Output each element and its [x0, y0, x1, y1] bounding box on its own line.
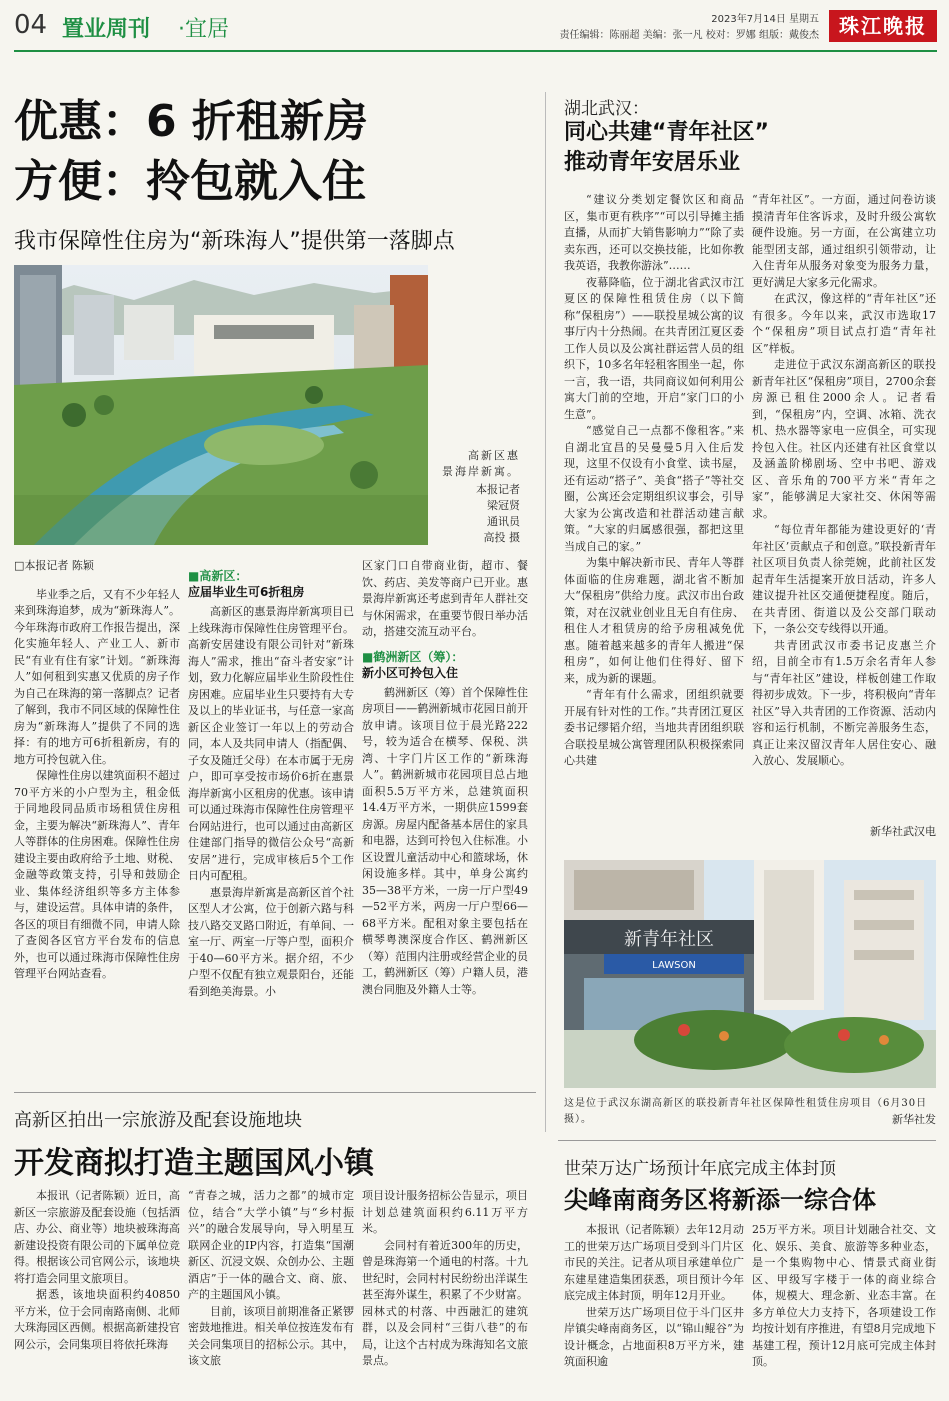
lead-byline: □本报记者 陈颖 — [14, 559, 94, 572]
bottom-right-kicker: 世荣万达广场预计年底完成主体封顶 — [564, 1159, 836, 1179]
masthead-logo: 珠江晚报 — [829, 10, 937, 42]
lead-col-3 — [362, 558, 528, 1078]
housing-estate-photo — [14, 265, 428, 545]
paragraph: 区家门口自带商业街，超市、餐饮、药店、美发等商户已开业。惠景海岸新寓还考虑到青年人群社交与休闲需求，在重要节假日举办活动，搭建交流互动平台。 — [362, 559, 528, 638]
paragraph: 项目设计服务招标公告显示，项目计划总建筑面积约6.11万平方米。 — [362, 1189, 528, 1235]
section-divider — [558, 1140, 936, 1141]
youth-community-photo — [564, 860, 936, 1088]
subhead-gaoxin: ■高新区： — [188, 569, 248, 583]
right-photo-caption: 这是位于武汉东湖高新区的联投新青年社区保障性租赁住房项目（6月30日摄）。 — [564, 1098, 928, 1125]
credit-line: 通讯员 — [487, 515, 520, 528]
caption-line: 高新区惠 — [468, 449, 520, 462]
paragraph: 目前，该项目前期准备正紧锣密鼓地推进。相关单位按连发布有关会同集项目的招标公示。其中，该文旅 — [188, 1304, 354, 1367]
lead-col-2 — [188, 568, 354, 1078]
section-name: 置业周刊 — [62, 17, 151, 42]
bottom-left-kicker: 高新区拍出一宗旅游及配套设施地块 — [14, 1110, 302, 1131]
subhead-hezhou: ■鹤洲新区（筹）： — [362, 649, 464, 664]
bottom-left-title: 开发商拟打造主题国风小镇 — [14, 1146, 374, 1181]
staff-line: 责任编辑：陈丽超 美编：张一凡 校对：罗娜 组版：戴俊杰 — [559, 30, 819, 41]
paragraph: 据悉，该地块面积约40850平方米，位于会同南路南侧、北师大珠海园区西侧。根据高新建投官网公示，会同集项目将依托珠海 — [14, 1288, 180, 1351]
page-header — [0, 0, 949, 50]
paragraph: 惠景海岸新寓是高新区首个社区型人才公寓，位于创新六路与科技八路交叉路口附近，有单间、一室一厅、两室一厅等户型，面积介于40—60平方米。据介绍，不少户型不仅配有独立观景阳台，还能看到绝美海景。小 — [188, 885, 354, 998]
paragraph: “建议分类划定餐饮区和商品区，集市更有秩序”“可以引导摊主插直播，从而扩大销售影响力”“除了卖卖东西，还可以交换技能，比如你教我英语，我教你游泳”…… — [564, 193, 744, 272]
paragraph: 为集中解决新市民、青年人等群体面临的住房难题，湖北省不断加大“保租房”供给力度。武汉市出台政策，对在汉就业创业且无自有住房、租住人才租赁房的给予房租减免优惠。随着越来越多的青年人搬进“保租房”，如何让他们住得好、留下来，成为新的课题。 — [564, 556, 744, 685]
paragraph: “青春之城，活力之都”的城市定位，结合“大学小镇”与“乡村振兴”的融合发展导向，导入明星互联网企业的IP内容，打造集“国潮新区、沉浸文娱、众创办公、主题酒店”于一体的融合文、商、旅、产的主题国风小镇。 — [188, 1189, 354, 1301]
page-number: 04 — [14, 10, 48, 40]
lead-photo-caption — [440, 448, 520, 480]
paragraph: “青年社区”。一方面，通过问卷访谈摸清青年住客诉求，及时升级公寓软硬件设施。另一方面，在公寓建立功能型团支部，通过组织引领带动，让入住青年从服务对象变为服务力量，更好满足大家多元化需求。 — [752, 193, 936, 289]
paragraph: “青年有什么需求，团组织就要开展有针对性的工作。”共青团江夏区委书记缪韬介绍，当地共青团组织联合联投星城公寓管理团队积极探索同心共建 — [564, 688, 744, 767]
caption-line: 景海岸新寓。 — [442, 465, 520, 478]
subhead-hezhou-title: 新小区可拎包入住 — [362, 665, 459, 680]
credit-line: 梁冠贤 — [487, 499, 520, 512]
lead-col-1 — [14, 558, 180, 1078]
lead-subtitle: 我市保障性住房为“新珠海人”提供第一落脚点 — [14, 229, 455, 254]
right-kicker: 湖北武汉： — [564, 99, 649, 119]
column-divider — [545, 92, 546, 1132]
bottom-right-title: 尖峰南商务区将新添一综合体 — [564, 1186, 876, 1214]
right-col-2 — [752, 192, 936, 822]
right-photo-credit: 新华社发 — [892, 1113, 936, 1126]
right-col-1 — [564, 192, 744, 852]
paragraph: 鹤洲新区（筹）首个保障性住房项目——鹤洲新城市花园日前开放申请。该项目位于晨光路222号，较为适合在横琴、保税、洪湾、十字门片区工作的“新珠海人”。鹤洲新城市花园项目总占地面积5.5万平方米，总建筑面积14.4万平方米，一期供应1599套房源。房屋内配备基本居住的家具和电器，达到可拎包入住标准。小区设置儿童活动中心和篮球场，休闲设施多样。其中，单身公寓约35—38平方米，一房一厅户型49—52平方米，两房一厅户型66—68平方米。配租对象主要包括在横琴粤澳深度合作区、鹤洲新区（筹）范围内注册或经营企业的员工，鹤洲新区（筹）户籍人员，港澳台同胞及外籍人士等。 — [362, 685, 528, 996]
paragraph: 会同村有着近300年的历史，曾是珠海第一个通电的村落。十九世纪时，会同村村民纷纷出洋谋生甚至海外谋生，积累了不少财富。园林式的村落、中西融汇的建筑群，以及会同村“三街八巷”的布局，让这个古村成为珠海知名文旅景点。 — [362, 1238, 528, 1367]
paragraph: 在武汉，像这样的“青年社区”还有很多。今年以来，武汉市选取17个“保租房”项目试点打造“青年社区”样板。 — [752, 292, 936, 355]
lead-title-line2: 方便：拎包就入住 — [14, 156, 366, 207]
credit-line: 本报记者 — [476, 483, 520, 496]
subhead-gaoxin-title: 应届毕业生可6折租房 — [188, 585, 305, 599]
paragraph: 共青团武汉市委书记皮惠兰介绍，目前全市有1.5万余名青年人参与“青年社区”建设，样板创建工作取得初步成效。下一步，将积极向“青年社区”导入共青团的工作资源、活动内容和运行机制，不断完善服务生态，真正让来汉留汉青年人居住安心、融入放心、发展顺心。 — [752, 638, 936, 767]
paragraph: 本报讯（记者陈颖）去年12月动工的世荣万达广场项目受到斗门片区市民的关注。记者从项目承建单位广东建星建造集团获悉，项目预计今年底完成主体封顶，明年12月开业。 — [564, 1223, 744, 1302]
lead-title-line1: 优惠：6 折租新房 — [14, 96, 368, 147]
paragraph: “每位青年都能为建设更好的‘青年社区’贡献点子和创意。”联投新青年社区项目负责人徐莞婉，此前社区发起青年生活提案开放日活动，许多人建议提升社区交通便捷程度。随后，在共青团、街道以及公交部门联动下，一条公交专线得以开通。 — [752, 523, 936, 635]
paragraph: 本报讯（记者陈颖）近日，高新区一宗旅游及配套设施（包括酒店、办公、商业等）地块被珠海高新建设投资有限公司的下属单位竞得。根据该公司官网公示，该地块将打造会同里文旅项目。 — [14, 1189, 180, 1285]
bottom-left-col-3 — [362, 1188, 528, 1394]
right-title-line2: 推动青年安居乐业 — [564, 150, 741, 175]
bottom-right-col-1 — [564, 1222, 744, 1394]
lead-photo-credit — [440, 482, 520, 546]
paragraph: “感觉自己一点都不像租客。”来自湖北宜昌的吴曼曼5月入住后发现，这里不仅设有小食堂、读书屋，还有运动“搭子”、美食“搭子”等社交圈，公寓还会定期组织议事会，引导大家为公寓改造和社群活动建言献策。“大家的归属感很强，都把这里当成自己的家。” — [564, 424, 744, 553]
header-rule — [14, 50, 937, 52]
right-sign-off: 新华社武汉电 — [870, 825, 936, 838]
bottom-left-col-2 — [188, 1188, 354, 1394]
bottom-right-col-2 — [752, 1222, 936, 1394]
paragraph: 夜幕降临，位于湖北省武汉市江夏区的保障性租赁住房（以下简称“保租房”）——联投星城公寓的议事厅内十分热闹。在共青团江夏区委工作人员以及公寓社群运营人员的组织下，10多名年轻租客围坐一起，你一言，我一语，共同商议如何利用公寓大门前的空地，开启“家门口的小生意”。 — [564, 275, 744, 421]
right-title-line1: 同心共建“青年社区” — [564, 120, 769, 145]
paragraph: 保障性住房以建筑面积不超过70平方米的小户型为主，租金低于同地段同品质市场租赁住房租金，主要为解决“新珠海人”、青年人等群体的住房困难。保障性住房建设主要由政府给予土地、财税、金融等政策支持，引导和鼓励企业、集体经济组织等多方主体参与，建设运营。具体申请的条件，各区的项目有细微不同，申请人除了查阅各区官方平台发布的信息外，也可以通过珠海市保障性住房管理平台网站查看。 — [14, 769, 180, 980]
subsection-name: ·宜居 — [178, 17, 229, 42]
sign-text: 新青年社区 — [624, 929, 714, 950]
credit-line: 高投 摄 — [483, 531, 520, 544]
bottom-left-col-1 — [14, 1188, 180, 1394]
paragraph: 世荣万达广场项目位于斗门区井岸镇尖峰南商务区，以“锦山鲲谷”为设计概念，占地面积8万平方米，建筑面积逾 — [564, 1305, 744, 1368]
paragraph: 25万平方米。项目计划融合社交、文化、娱乐、美食、旅游等多种业态，是一个集购物中心、情景式商业街区、甲级写字楼于一体的商业综合体，规模大、理念新、业态丰富。在多方单位大力支持下，各项建设工作均按计划有序推进，有望8月完成地下基建工程，预计12月底可完成主体封顶。 — [752, 1223, 936, 1368]
paragraph: 高新区的惠景海岸新寓项目已上线珠海市保障性住房管理平台。高新安居建设有限公司针对“新珠海人”需求，推出“奋斗者安家”计划，致力化解应届毕业生阶段性住房困难。应届毕业生只要持有大专及以上的毕业证书，与任意一家高新区企业签订一年以上的劳动合同，本人及共同申请人（指配偶、子女及随迁父母）在本市属于无房户，即可享受按市场价6折在惠景海岸新寓小区租房的优惠。该申请可以通过珠海市保障性住房管理平台网站进行，也可以通过由高新区住建部门指导的微信公众号“高新安居”进行，完成审核后5个工作日内可配租。 — [188, 605, 354, 882]
paragraph: 毕业季之后，又有不少年轻人来到珠海追梦，成为“新珠海人”。今年珠海市政府工作报告提出，深化实施年轻人、产业工人、新市民“有业有住有家”计划。“新珠海人”如何租到实惠又优质的房子作为自己在珠海的第一落脚点？记者了解到，我市不同区域的保障性住房为“新珠海人”提供了不同的选择：有的地方可6折租新房，有的地方可拎包就入住。 — [14, 587, 180, 766]
store-text: LAWSON — [652, 960, 696, 971]
section-divider — [14, 1092, 536, 1093]
date-line: 2023年7月14日 星期五 — [711, 14, 819, 25]
right-photo — [564, 860, 936, 1088]
paragraph: 走进位于武汉东湖高新区的联投新青年社区“保租房”项目，2700余套房源已租住2000余人。记者看到，“保租房”内，空调、冰箱、洗衣机、热水器等家电一应俱全，可实现拎包入住。社区内还建有社区食堂以及涵盖阶梯剧场、空中书吧、游戏区、音乐角的700平方米“青年之家”，能够满足大家社交、休闲等需求。 — [752, 358, 936, 520]
lead-photo — [14, 265, 428, 545]
